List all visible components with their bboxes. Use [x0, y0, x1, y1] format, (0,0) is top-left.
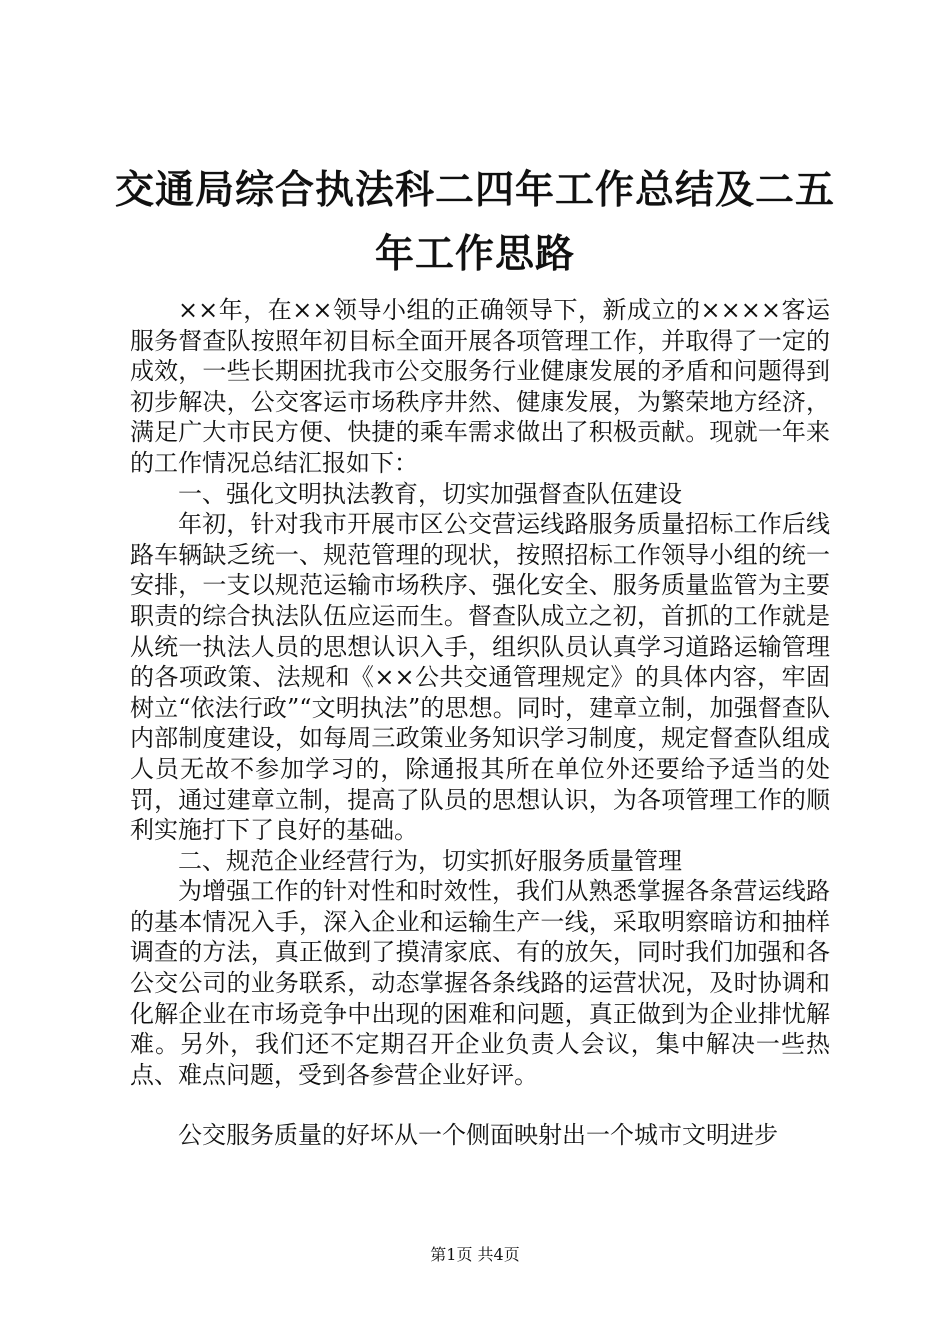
section-2-paragraph: 为增强工作的针对性和时效性，我们从熟悉掌握各条营运线路的基本情况入手，深入企业和运输生产一线，采取明察暗访和抽样调查的方法，真正做到了摸清家底、有的放矢，同时我们加强和各公交公司的业务联系，动态掌握各条线路的运营状况，及时协调和化解企业在市场竞争中出现的困难和问题，真正做到为企业排忧解难。另外，我们还不定期召开企业负责人会议，集中解决一些热点、难点问题，受到各参营企业好评。 — [130, 877, 830, 1089]
document-title: 交通局综合执法科二四年工作总结及二五年工作思路 — [114, 167, 835, 277]
intro-paragraph: ××年，在××领导小组的正确领导下，新成立的××××客运服务督查队按照年初目标全面开展各项管理工作，并取得了一定的成效，一些长期困扰我市公交服务行业健康发展的矛盾和问题得到初步解决，公交客运市场秩序井然、健康发展，为繁荣地方经济，满足广大市民方便、快捷的乘车需求做出了积极贡献。现就一年来的工作情况总结汇报如下： — [130, 296, 830, 477]
page-number-footer: 第1页 共4页 — [430, 1245, 520, 1264]
section-1-paragraph: 年初，针对我市开展市区公交营运线路服务质量招标工作后线路车辆缺乏统一、规范管理的现状，按照招标工作领导小组的统一安排，一支以规范运输市场秩序、强化安全、服务质量监管为主要职责的综合执法队伍应运而生。督查队成立之初，首抓的工作就是从统一执法人员的思想认识入手，组织队员认真学习道路运输管理的各项政策、法规和《××公共交通管理规定》的具体内容，牢固树立“依法行政”“文明执法”的思想。同时，建章立制，加强督查队内部制度建设，如每周三政策业务知识学习制度，规定督查队组成人员无故不参加学习的，除通报其所在单位外还要给予适当的处罚，通过建章立制，提高了队员的思想认识，为各项管理工作的顺利实施打下了良好的基础。 — [130, 510, 830, 845]
continuation-paragraph: 公交服务质量的好坏从一个侧面映射出一个城市文明进步 — [178, 1121, 778, 1150]
section-heading-1: 一、强化文明执法教育，切实加强督查队伍建设 — [178, 479, 682, 508]
document-body — [130, 295, 830, 1151]
section-heading-2: 二、规范企业经营行为，切实抓好服务质量管理 — [178, 846, 682, 875]
paragraph-spacer — [130, 1090, 830, 1120]
